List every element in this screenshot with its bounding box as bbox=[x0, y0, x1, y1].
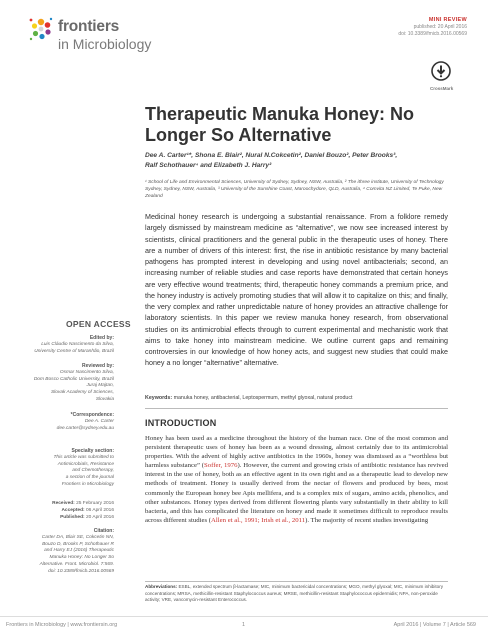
footer-issue: April 2016 | Volume 7 | Article 569 bbox=[393, 622, 476, 628]
keywords-label: Keywords: bbox=[145, 395, 173, 401]
author-list bbox=[145, 151, 445, 170]
reviewer-line: Dom Bosco Catholic University, Brazil bbox=[33, 376, 114, 382]
citation-label: Citation: bbox=[93, 528, 114, 534]
authors-line-1[interactable]: Dee A. Carter¹*, Shona E. Blair², Nural N.Cokcetin², Daniel Bouzo², Peter Brooks³, bbox=[145, 152, 398, 159]
citation-link[interactable]: Soffer, 1976 bbox=[204, 462, 238, 470]
received-label: Received: bbox=[52, 501, 75, 506]
abbreviations-label: Abbreviations: bbox=[145, 584, 178, 589]
correspondence-email[interactable]: dee.carter@sydney.edu.au bbox=[56, 425, 114, 431]
citation-line[interactable]: doi: 10.3389/fmicb.2016.00569 bbox=[48, 568, 114, 574]
article-doi[interactable]: doi: 10.3389/fmicb.2016.00569 bbox=[398, 31, 467, 37]
citation-block bbox=[40, 528, 114, 576]
specialty-line: Antimicrobials, Resistance bbox=[57, 461, 114, 467]
keywords bbox=[145, 395, 448, 401]
abbreviations bbox=[145, 584, 448, 604]
correspondence-label: *Correspondence: bbox=[70, 412, 114, 418]
correspondence bbox=[57, 412, 114, 432]
accepted-date: Accepted: 06 April 2016 bbox=[61, 507, 114, 513]
editor-affiliation: University Centre of Maranhão, Brazil bbox=[34, 348, 114, 354]
published-label: Published: bbox=[60, 514, 85, 520]
abstract: Medicinal honey research is undergoing a substantial renaissance. From a folklore remedy largely dismissed by mainstream medicine as “alternative”, we now see increased interest by scientists, clinical practitioners and the general public in the therapeutic uses of honey. There are a number of drivers of this interest: first, the rise in antibiotic resistance by many bacterial pathogens has prompted interest in developing and using novel antibacterials; second, an increasing number of reliable studies and case reports have demonstrated that certain honeys are very effective wound treatments; third, therapeutic honey commands a premium price, and the honey industry is actively promoting studies that will allow it to capitalize on this; and finally, the very complex and rather unpredictable nature of honey provides an attractive challenge for laboratory scientists. In this paper we review manuka honey research, from observational studies on its antimicrobial effects through to current experimental and mechanistic work that aims to take honey into mainstream medicine. We outline current gaps and remaining controversies in our knowledge of how honey acts, and suggest new studies that could make honey a no longer “alternative” alternative. bbox=[145, 213, 448, 368]
intro-text-2: ). However, the current and growing crisis of antibiotic resistance has revived interest in the use of honey, both as an effective agent in its own right and as a therapeutic lead to develop new methods of treatment. Honey is usually derived from the nectar of flowers and produced by bees, most commonly the European honey bee Apis mellifera, and is a complex mix of sugars, amino acids, phenolics, and other substances. Honey types derived from different flowering plants vary substantially in their ability to kill bacteria, and this has complicated the literature on honey and made it sometimes difficult to reproduce results across different studies ( bbox=[145, 462, 448, 524]
specialty-line: and Chemotherapy, bbox=[72, 468, 114, 474]
citation-line: Manuka Honey: No Longer So bbox=[49, 555, 114, 561]
accepted-label: Accepted: bbox=[61, 507, 85, 513]
specialty-section bbox=[53, 448, 114, 489]
abbreviations-text: ESBL, extended spectrum β-lactamase; MIC, minimum bactericidal concentrations; MGO, methyl glyoxal; MIC, minimum inhibitory concentrations; MRSA, methicillin-resistant Staphylococcus aureus; MRSE, methicillin-resistant Staphylococcus epidermidis; NPA, non-peroxide activity; VRE, vancomycin-resistant Enterococcus. bbox=[145, 584, 444, 603]
article-type: MINI REVIEW bbox=[428, 17, 467, 23]
intro-text-1: Honey has been used as a medicine throughout the history of the human race. One of the most common and persistent therapeutic uses of honey has been as a wound dressing, almost certainly due to its antimicrobial properties. With the advent of highly active antibiotics in the 1960s, honey was dismissed as a “worthless but harmless substance” ( bbox=[145, 435, 448, 470]
intro-text-3: ). The majority of recent studies investigating bbox=[305, 516, 429, 524]
crossmark-icon bbox=[431, 61, 451, 81]
citation-line: Carter DA, Blair SE, Cokcetin NN, bbox=[41, 534, 114, 540]
edited-by bbox=[34, 335, 114, 355]
specialty-label: Specialty section: bbox=[71, 448, 114, 454]
crossmark-label: CrossMark bbox=[430, 86, 454, 91]
published-date: published: 20 April 2016 bbox=[413, 24, 467, 30]
reviewed-by bbox=[34, 363, 114, 404]
article-dates bbox=[52, 501, 114, 521]
edited-by-label: Edited by: bbox=[89, 335, 114, 341]
editor-name: Luis Cláudio Nascimento da Silva, bbox=[41, 341, 114, 347]
title-line-2: Longer So Alternative bbox=[145, 125, 332, 145]
affiliations: ¹ School of Life and Environmental Sciences, University of Sydney, Sydney, NSW, Australia, ² The ithree institute, University of Technology Sydney, Sydney, NSW, Australia, ³ University of the Sunshine Coast, Maroochydore, QLD, Australia, ⁴ Comvita NZ Limited, Te Puke, New Zealand bbox=[145, 180, 444, 200]
section-divider bbox=[145, 408, 448, 409]
reviewed-by-label: Reviewed by: bbox=[82, 363, 114, 369]
correspondence-name: Dee A. Carter bbox=[84, 418, 114, 424]
reviewer-line: Osmar Nascimento Silva, bbox=[59, 369, 114, 375]
citation-line: Alternative. Front. Microbiol. 7:569. bbox=[39, 561, 114, 567]
published-date-side: Published: 20 April 2016 bbox=[60, 514, 114, 520]
citation-link[interactable]: Allen et al., 1991; Irish et al., 2011 bbox=[211, 516, 306, 524]
journal-logo[interactable] bbox=[28, 14, 188, 54]
footer-divider bbox=[0, 616, 488, 617]
received-date: Received: 25 February 2016 bbox=[52, 501, 114, 506]
page-number: 1 bbox=[242, 622, 246, 628]
specialty-line: This article was submitted to bbox=[53, 454, 114, 460]
footer-journal[interactable]: Frontiers in Microbiology | www.frontiersin.org bbox=[6, 622, 118, 628]
frontiers-flower-icon bbox=[28, 16, 54, 42]
citation-line: and Harry EJ (2016) Therapeutic bbox=[44, 548, 114, 554]
logo-brand: frontiers bbox=[58, 18, 120, 35]
authors-line-2[interactable]: Ralf Schothauer⁴ and Elizabeth J. Harry² bbox=[145, 161, 272, 169]
specialty-line: a section of the journal bbox=[65, 475, 114, 481]
keywords-list: manuka honey, antibacterial, Leptospermum, methyl glyoxal, natural product bbox=[173, 395, 353, 401]
logo-journal: in Microbiology bbox=[58, 36, 152, 52]
reviewer-line: Slovak Academy of Sciences, bbox=[50, 390, 114, 396]
crossmark-badge[interactable] bbox=[430, 61, 452, 91]
intro-heading: INTRODUCTION bbox=[145, 418, 217, 428]
open-access-label: OPEN ACCESS bbox=[66, 319, 131, 329]
specialty-line: Frontiers in Microbiology bbox=[61, 481, 114, 487]
article-meta bbox=[398, 17, 467, 38]
footnote-divider bbox=[145, 581, 448, 582]
title-line-1: Therapeutic Manuka Honey: No bbox=[145, 104, 415, 124]
citation-line: Bouzo D, Brooks P, Schothauer R bbox=[42, 541, 114, 547]
intro-paragraph bbox=[145, 434, 448, 525]
article-title bbox=[145, 104, 445, 146]
reviewer-line: Juraj Majtan, bbox=[86, 383, 114, 389]
reviewer-line: Slovakia bbox=[95, 396, 114, 402]
